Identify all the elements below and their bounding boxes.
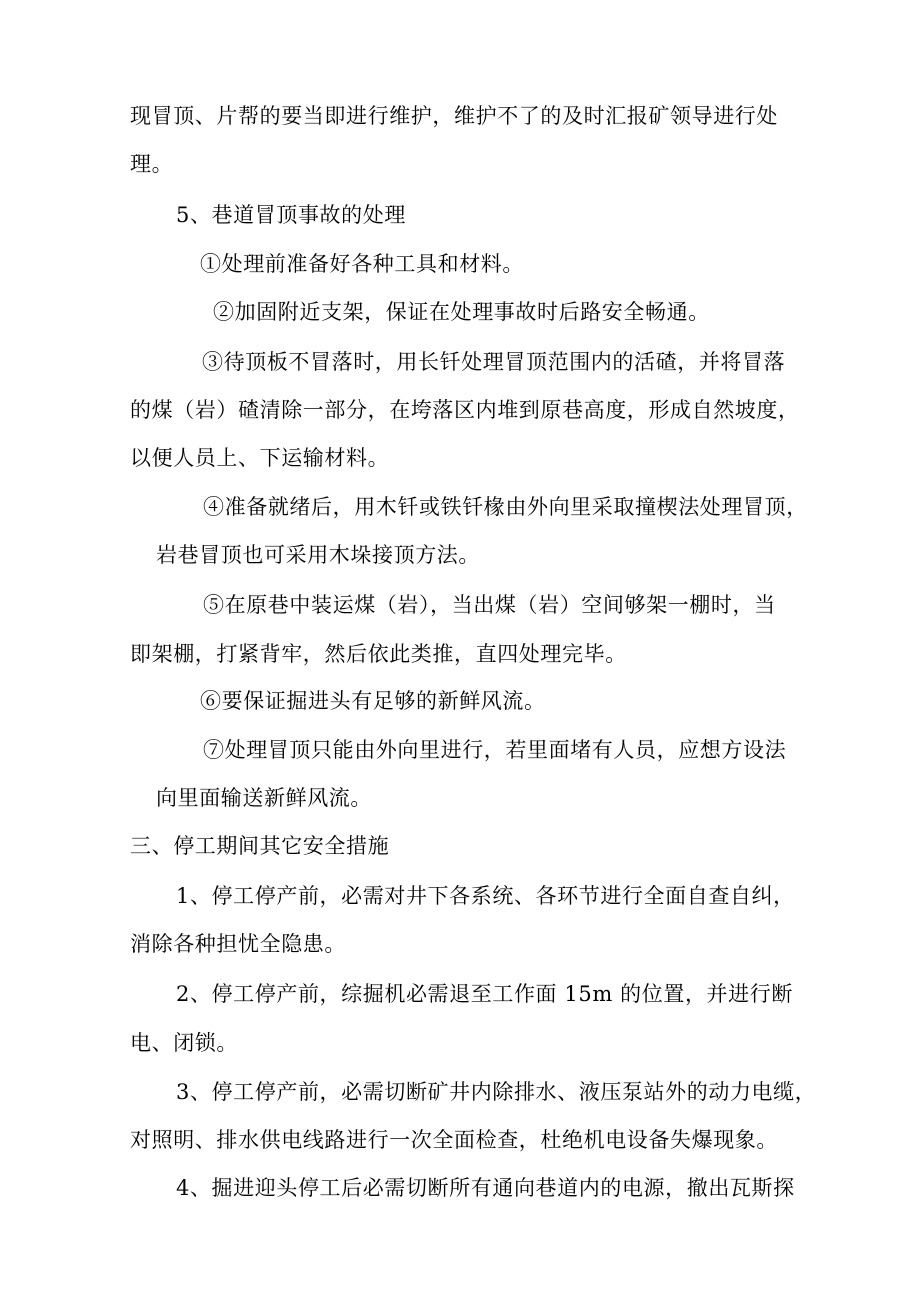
paragraph-line: 的煤（岩）碴清除一部分，在垮落区内堆到原巷高度，形成自然坡度，	[130, 398, 800, 422]
list-item: 4、掘进迎头停工后必需切断所有通向巷道内的电源，撤出瓦斯探	[176, 1176, 795, 1200]
paragraph-line: 现冒顶、片帮的要当即进行维护，维护不了的及时汇报矿领导进行处	[130, 104, 778, 128]
list-item: ⑤在原巷中装运煤（岩），当出煤（岩）空间够架一棚时，当	[203, 593, 776, 617]
list-item: 3、停工停产前，必需切断矿井内除排水、液压泵站外的动力电缆，	[176, 1080, 817, 1104]
section-heading: 三、停工期间其它安全措施	[130, 834, 390, 858]
paragraph-line: 即架棚，打紧背牢，然后依此类推，直四处理完毕。	[130, 642, 627, 666]
list-item: ④准备就绪后，用木钎或铁钎椽由外向里采取撞楔法处理冒顶，	[203, 495, 808, 519]
list-item: 2、停工停产前，综掘机必需退至工作面 15m 的位置，并进行断	[176, 982, 793, 1006]
paragraph-line: 电、闭锁。	[130, 1031, 238, 1055]
list-item: ①处理前准备好各种工具和材料。	[200, 252, 524, 276]
list-item: ⑥要保证掘进头有足够的新鲜风流。	[200, 689, 546, 713]
list-item: ⑦处理冒顶只能由外向里进行，若里面堵有人员，应想方设法	[203, 738, 787, 762]
paragraph-line: 以便人员上、下运输材料。	[130, 446, 390, 470]
paragraph-line: 理。	[130, 152, 174, 176]
paragraph-line: 对照明、排水供电线路进行一次全面检查，杜绝机电设备失爆现象。	[130, 1128, 778, 1152]
paragraph-line: 向里面输送新鲜风流。	[156, 786, 372, 810]
list-item: ③待顶板不冒落时，用长钎处理冒顶范围内的活碴，并将冒落	[202, 350, 786, 374]
list-item: ②加固附近支架，保证在处理事故时后路安全畅通。	[213, 300, 710, 324]
paragraph-line: 岩巷冒顶也可采用木垛接顶方法。	[156, 543, 480, 567]
paragraph-line: 消除各种担忧全隐患。	[130, 932, 346, 956]
section-heading: 5、巷道冒顶事故的处理	[176, 203, 406, 227]
list-item: 1、停工停产前，必需对井下各系统、各环节进行全面自查自纠，	[176, 884, 795, 908]
